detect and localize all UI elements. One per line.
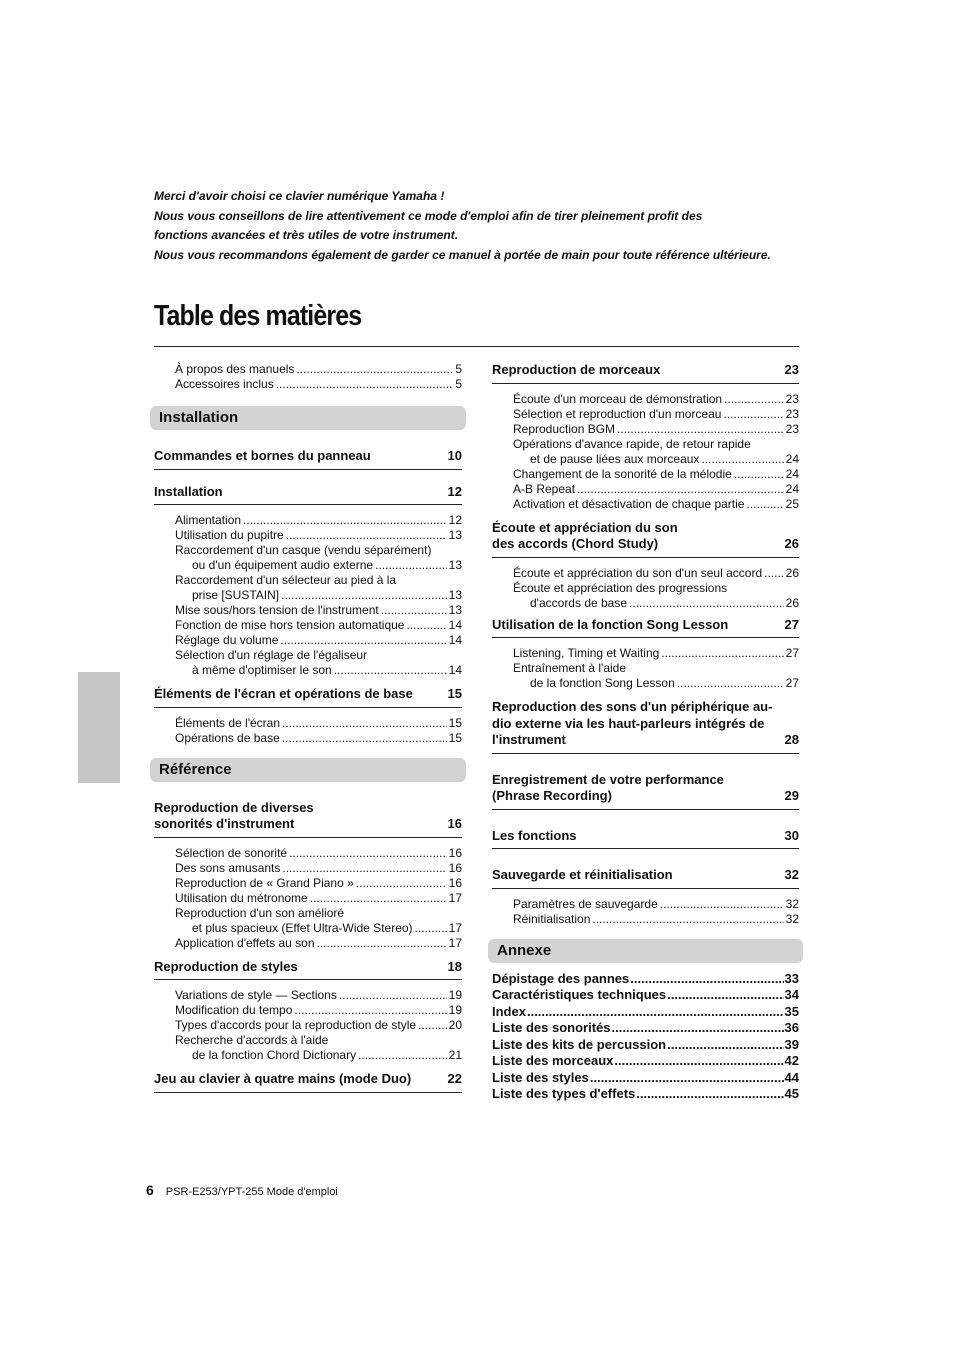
toc-entry[interactable] (492, 407, 799, 422)
toc-text: d'accords de base (530, 595, 628, 610)
toc-entry[interactable] (492, 467, 799, 482)
toc-text: Variations de style — Sections (175, 988, 337, 1002)
toc-text: 10 (447, 448, 462, 463)
toc-text: Reproduction des sons d'un périphérique au- (492, 699, 773, 714)
toc-text: Utilisation du pupitre (175, 528, 284, 542)
toc-text: Activation et désactivation de chaque partie (513, 496, 745, 511)
toc-text: (Phrase Recording) (492, 788, 612, 803)
toc-text: 30 (784, 827, 799, 843)
toc-text: Paramètres de sauvegarde (513, 896, 658, 911)
toc-text: Index (492, 1003, 526, 1019)
toc-text: 32 (784, 867, 799, 882)
toc-text: 42 (784, 1053, 799, 1068)
toc-text: 23 (785, 391, 799, 406)
toc-entry[interactable] (492, 1020, 799, 1037)
toc-entry[interactable] (154, 906, 462, 936)
toc-entry[interactable] (154, 648, 462, 678)
dot-leader (592, 912, 783, 927)
toc-chapter[interactable] (492, 867, 799, 889)
dot-leader (289, 846, 447, 861)
toc-text: Enregistrement de votre performance (492, 771, 724, 787)
toc-text: Dépistage des pannes (492, 970, 630, 986)
dot-leader (527, 1004, 784, 1021)
toc-text: 12 (447, 483, 462, 499)
toc-text: 27 (785, 676, 799, 690)
toc-text: Sélection d'un réglage de l'égaliseur (175, 648, 368, 662)
toc-text: 20 (448, 1018, 462, 1032)
dot-leader (415, 921, 447, 936)
dot-leader (243, 513, 447, 528)
toc-text: 26 (785, 595, 799, 610)
toc-text: Reproduction d'un son amélioré (175, 905, 345, 920)
toc-text: 27 (784, 616, 799, 632)
toc-entry[interactable] (492, 661, 799, 691)
toc-entry[interactable] (154, 891, 462, 906)
toc-entry[interactable] (492, 646, 799, 661)
toc-text: 34 (784, 987, 799, 1002)
toc-entry[interactable] (154, 1018, 462, 1033)
dot-leader (667, 987, 783, 1004)
toc-entry[interactable] (492, 422, 799, 437)
toc-chapter[interactable] (492, 362, 799, 384)
dot-leader (677, 676, 784, 691)
toc-text: 44 (784, 1069, 799, 1085)
toc-text: 13 (448, 558, 462, 572)
toc-entry[interactable] (492, 971, 799, 988)
toc-text: Alimentation (175, 513, 242, 527)
toc-text: Modification du tempo (175, 1003, 293, 1017)
toc-text: Les fonctions (492, 827, 577, 843)
dot-leader (310, 891, 447, 906)
toc-text: 32 (785, 911, 799, 926)
toc-text: Utilisation de la fonction Song Lesson (492, 616, 729, 632)
toc-text: 21 (448, 1048, 462, 1062)
annexe-list (492, 971, 799, 1103)
toc-text: sonorités d'instrument (154, 816, 295, 831)
toc-text: Liste des morceaux (492, 1053, 614, 1068)
toc-text: Utilisation du métronome (175, 890, 308, 905)
toc-entry[interactable] (492, 581, 799, 611)
toc-entry[interactable] (154, 731, 462, 746)
toc-entry[interactable] (492, 912, 799, 927)
toc-chapter[interactable] (154, 484, 462, 506)
toc-entry[interactable] (492, 437, 799, 467)
toc-chapter[interactable] (154, 800, 462, 838)
toc-entry[interactable] (154, 603, 462, 618)
toc-entry[interactable] (154, 876, 462, 891)
dot-leader (358, 1048, 447, 1063)
toc-text: 26 (784, 536, 799, 551)
toc-text: 29 (784, 788, 799, 803)
dot-leader (724, 392, 784, 407)
toc-text: Sélection et reproduction d'un morceau (513, 406, 722, 421)
toc-chapter[interactable] (492, 699, 799, 754)
toc-text: Éléments de l'écran et opérations de base (154, 686, 413, 701)
toc-text: 24 (785, 451, 799, 466)
toc-entry[interactable] (154, 618, 462, 633)
dot-leader (701, 452, 783, 467)
toc-text: de la fonction Song Lesson (530, 676, 675, 690)
dot-leader (282, 716, 447, 731)
toc-text: Réinitialisation (513, 911, 591, 926)
dot-leader (276, 377, 454, 392)
toc-text: 32 (785, 896, 799, 911)
toc-text: Recherche d'accords à l'aide (175, 1033, 329, 1047)
toc-entry[interactable] (154, 573, 462, 603)
toc-text: Raccordement d'un sélecteur au pied à la (175, 573, 397, 587)
toc-right-column (492, 358, 799, 1103)
toc-text: 5 (455, 362, 462, 376)
toc-entry[interactable] (154, 936, 462, 951)
toc-text: Liste des styles (492, 1069, 589, 1085)
toc-text: 22 (447, 1071, 462, 1086)
toc-text: à même d'optimiser le son (192, 663, 332, 677)
toc-chapter[interactable] (492, 828, 799, 850)
dot-leader (339, 988, 447, 1003)
toc-chapter[interactable] (154, 959, 462, 981)
toc-entry[interactable] (492, 1053, 799, 1070)
toc-text: Reproduction de « Grand Piano » (175, 875, 354, 890)
dot-leader (281, 588, 447, 603)
toc-entry[interactable] (154, 543, 462, 573)
toc-text: Éléments de l'écran (175, 715, 281, 730)
toc-text: Sélection de sonorité (175, 845, 288, 860)
toc-text: 13 (448, 588, 462, 602)
toc-text: 45 (784, 1086, 799, 1101)
dot-leader (577, 482, 784, 497)
toc-text: 16 (448, 875, 462, 890)
toc-text: Fonction de mise hors tension automatique (175, 618, 405, 632)
intro-line: fonctions avancées et très utiles de votre instrument. (154, 228, 459, 242)
dot-leader (294, 1003, 446, 1018)
toc-text: 14 (448, 633, 462, 647)
toc-text: 14 (448, 663, 462, 677)
title-divider (154, 346, 799, 347)
toc-text: 33 (784, 970, 799, 986)
toc-text: Réglage du volume (175, 633, 279, 647)
toc-entry[interactable] (154, 846, 462, 861)
dot-leader (617, 422, 784, 437)
toc-text: 23 (785, 406, 799, 421)
toc-entry[interactable] (492, 987, 799, 1004)
dot-leader (723, 407, 783, 422)
toc-text: Raccordement d'un casque (vendu séparément) (175, 543, 432, 557)
intro-line: Nous vous recommandons également de garder ce manuel à portée de main pour toute référence ultérieure. (154, 247, 771, 262)
toc-text: Liste des kits de percussion (492, 1036, 667, 1052)
toc-text: ou d'un équipement audio externe (192, 558, 374, 572)
toc-text: et plus spacieux (Effet Ultra-Wide Stereo) (192, 920, 413, 935)
dot-leader (381, 603, 447, 618)
dot-leader (630, 971, 783, 988)
toc-text: Installation (154, 483, 223, 499)
toc-text: 15 (448, 730, 462, 745)
dot-leader (764, 566, 784, 581)
toc-entry[interactable] (154, 513, 462, 528)
toc-text: Écoute et appréciation du son (492, 519, 678, 535)
toc-text: 16 (448, 860, 462, 875)
toc-text: 15 (447, 686, 462, 701)
dot-leader (282, 861, 446, 876)
toc-text: Jeu au clavier à quatre mains (mode Duo) (154, 1071, 412, 1086)
dot-leader (356, 876, 447, 891)
toc-entry[interactable] (154, 1003, 462, 1018)
toc-text: Commandes et bornes du panneau (154, 448, 371, 463)
dot-leader (280, 633, 446, 648)
toc-entry[interactable] (154, 377, 462, 392)
toc-entry[interactable] (492, 1070, 799, 1087)
toc-text: Écoute et appréciation des progressions (513, 580, 728, 595)
intro-text (154, 187, 814, 265)
dot-leader (418, 1018, 447, 1033)
toc-entry[interactable] (154, 633, 462, 648)
toc-entry[interactable] (154, 1033, 462, 1063)
toc-entry[interactable] (154, 528, 462, 543)
toc-entry[interactable] (492, 1037, 799, 1054)
toc-entry[interactable] (154, 716, 462, 731)
toc-text: Types d'accords pour la reproduction de style (175, 1018, 417, 1032)
toc-chapter[interactable] (154, 1071, 462, 1093)
toc-chapter[interactable] (154, 448, 462, 470)
toc-text: 14 (448, 618, 462, 632)
toc-entry[interactable] (154, 362, 462, 377)
toc-text: des accords (Chord Study) (492, 536, 659, 551)
toc-text: 24 (785, 481, 799, 496)
toc-text: 16 (447, 816, 462, 831)
footer-manual-title: PSR-E253/YPT-255 Mode d'emploi (165, 1186, 338, 1198)
toc-text: A-B Repeat (513, 481, 576, 496)
toc-text: Opérations d'avance rapide, de retour rapide (513, 436, 751, 451)
intro-line: Nous vous conseillons de lire attentivement ce mode d'emploi afin de tirer pleinement profit des (154, 208, 703, 223)
dot-leader (629, 596, 784, 611)
toc-text: Reproduction BGM (513, 421, 616, 436)
dot-leader (406, 618, 446, 633)
toc-text: Reproduction de diverses (154, 799, 314, 815)
toc-text: 12 (448, 513, 462, 527)
toc-text: 18 (447, 958, 462, 974)
toc-text: Changement de la sonorité de la mélodie (513, 466, 732, 481)
toc-text: 16 (448, 845, 462, 860)
toc-text: Mise sous/hors tension de l'instrument (175, 603, 379, 617)
dot-leader (611, 1020, 783, 1037)
toc-text: 35 (784, 1003, 799, 1019)
toc-entry[interactable] (154, 861, 462, 876)
toc-entry[interactable] (492, 482, 799, 497)
toc-text: Sauvegarde et réinitialisation (492, 867, 673, 882)
toc-text: 15 (448, 715, 462, 730)
dot-leader (661, 646, 783, 661)
toc-entry[interactable] (492, 1086, 799, 1103)
toc-text: l'instrument (492, 732, 566, 747)
toc-text: de la fonction Chord Dictionary (192, 1048, 357, 1062)
toc-text: Liste des types d'effets (492, 1086, 636, 1101)
dot-leader (636, 1086, 783, 1103)
section-header-reference: Référence (150, 758, 466, 782)
toc-chapter[interactable] (154, 686, 462, 708)
toc-text: Accessoires inclus (175, 377, 274, 391)
toc-left-column (154, 358, 462, 1101)
toc-entry[interactable] (492, 392, 799, 407)
toc-text: Entraînement à l'aide (513, 661, 627, 675)
toc-text: Application d'effets au son (175, 935, 315, 950)
intro-line: Merci d'avoir choisi ce clavier numérique Yamaha ! (154, 189, 445, 203)
toc-text: 17 (448, 890, 462, 905)
toc-chapter[interactable] (492, 520, 799, 558)
toc-entry[interactable] (492, 897, 799, 912)
toc-text: 23 (784, 362, 799, 377)
toc-text: 25 (785, 496, 799, 511)
toc-text: Reproduction de styles (154, 958, 298, 974)
toc-text: Écoute d'un morceau de démonstration (513, 391, 723, 406)
toc-text: 26 (785, 565, 799, 580)
toc-text: 39 (784, 1036, 799, 1052)
dot-leader (667, 1037, 783, 1054)
toc-text: Écoute et appréciation du son d'un seul accord (513, 565, 763, 580)
dot-leader (286, 528, 447, 543)
dot-leader (660, 897, 784, 912)
toc-text: 19 (448, 1003, 462, 1017)
section-header-annexe: Annexe (488, 939, 803, 963)
toc-text: À propos des manuels (175, 362, 295, 376)
toc-text: 17 (448, 935, 462, 950)
toc-text: 36 (784, 1020, 799, 1035)
toc-text: et de pause liées aux morceaux (530, 451, 700, 466)
toc-text: Reproduction de morceaux (492, 362, 661, 377)
toc-text: dio externe via les haut-parleurs intégrés de (492, 715, 765, 731)
toc-entry[interactable] (492, 566, 799, 581)
dot-leader (590, 1070, 784, 1087)
dot-leader (282, 731, 447, 746)
toc-chapter[interactable] (492, 772, 799, 810)
toc-text: 23 (785, 421, 799, 436)
page-title: Table des matières (154, 300, 362, 332)
toc-entry[interactable] (492, 497, 799, 512)
toc-text: 13 (448, 603, 462, 617)
toc-text: 5 (455, 377, 462, 391)
toc-text: 27 (785, 646, 799, 660)
page-number: 6 (146, 1182, 154, 1198)
dot-leader (746, 497, 783, 512)
toc-text: Des sons amusants (175, 860, 281, 875)
toc-text: 17 (448, 920, 462, 935)
dot-leader (296, 362, 453, 377)
toc-text: prise [SUSTAIN] (192, 588, 280, 602)
section-header-installation: Installation (150, 406, 466, 430)
toc-text: Liste des sonorités (492, 1020, 611, 1035)
toc-entry[interactable] (492, 1004, 799, 1021)
toc-text: Caractéristiques techniques (492, 987, 667, 1002)
toc-text: Opérations de base (175, 730, 280, 745)
dot-leader (334, 663, 447, 678)
toc-text: 24 (785, 466, 799, 481)
section-side-tab (78, 672, 120, 783)
toc-chapter[interactable] (492, 617, 799, 639)
toc-entry[interactable] (154, 988, 462, 1003)
dot-leader (614, 1053, 783, 1070)
toc-text: 19 (448, 988, 462, 1002)
dot-leader (734, 467, 784, 482)
toc-text: Listening, Timing et Waiting (513, 646, 660, 660)
toc-text: 28 (784, 732, 799, 747)
dot-leader (317, 936, 447, 951)
toc-text: 13 (448, 528, 462, 542)
dot-leader (375, 558, 447, 573)
page-footer (146, 1182, 338, 1198)
